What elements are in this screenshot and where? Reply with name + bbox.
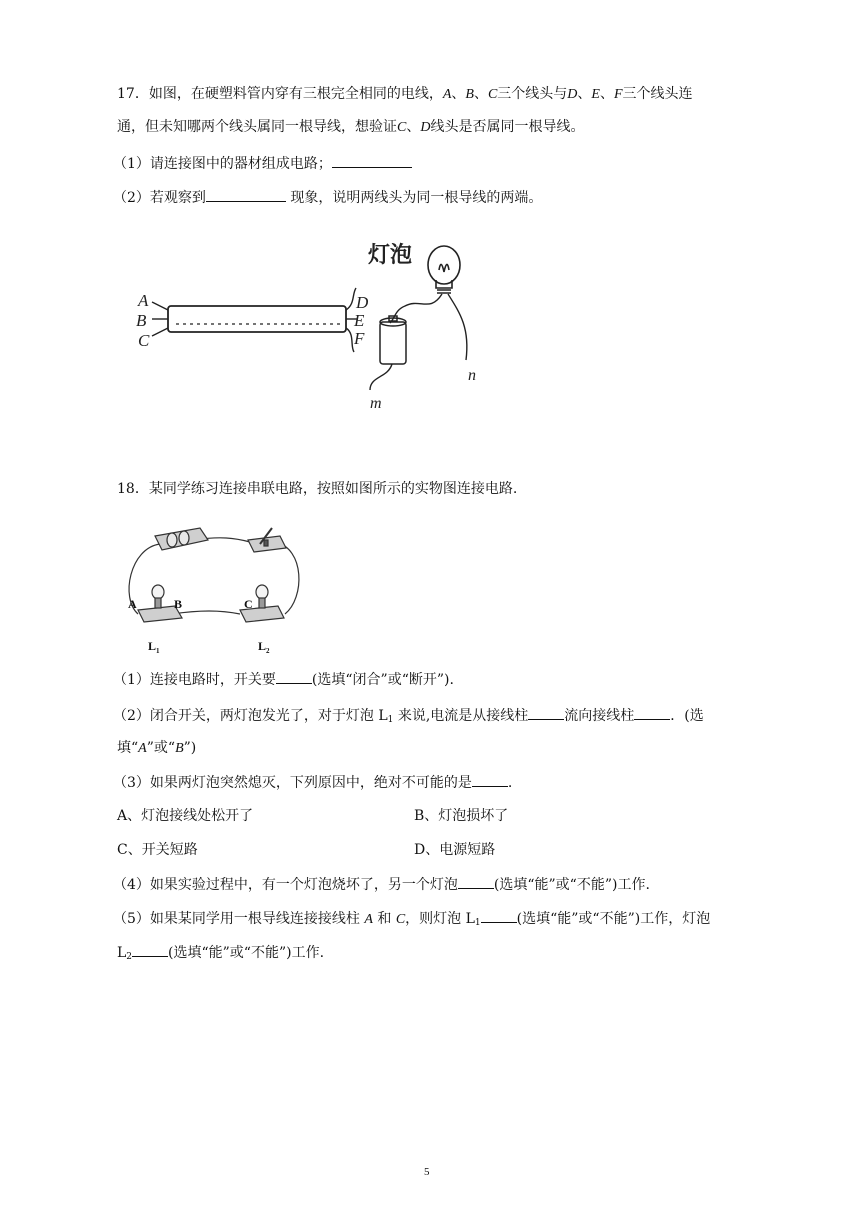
q18-part4: （4）如果实验过程中，有一个灯泡烧坏了，另一个灯泡 (选填“能”或“不能”)工作.: [113, 874, 650, 895]
bulb-label: 灯泡: [368, 242, 413, 267]
q18-stem: 18．某同学练习连接串联电路，按照如图所示的实物图连接电路.: [117, 481, 518, 497]
lamp-L1-label: $L_1$: [148, 639, 160, 655]
q18-series-circuit-figure: [120, 518, 310, 658]
q18-part2-line1: （2）闭合开关，两灯泡发光了，对于灯泡 $L_1$ 来说,电流是从接线柱 流向接线柱 ．(选: [113, 705, 704, 730]
label-C: C: [138, 331, 150, 350]
wire-n-label: n: [468, 367, 476, 384]
left-wire-ends: [152, 302, 168, 336]
label-D: D: [356, 293, 369, 312]
middle-wire: [172, 611, 240, 614]
q18-part5-blank-L2[interactable]: [132, 942, 168, 957]
q18-option-A[interactable]: A、灯泡接线处松开了: [117, 808, 254, 824]
page-number: 5: [424, 1166, 430, 1178]
label-B: B: [136, 311, 147, 330]
plastic-tube: [168, 306, 346, 332]
q18-part2-blank-from[interactable]: [528, 705, 564, 720]
terminal-B-label: B: [174, 597, 183, 611]
q18-part5-line1: （5）如果某同学用一根导线连接接线柱 A 和 C，则灯泡 $L_1$ (选填“能”或“不能”)工作，灯泡: [113, 908, 710, 933]
q18-part2-line2: 填“A”或“B”): [117, 740, 197, 756]
light-bulb-icon: [428, 246, 460, 293]
q17-part1-blank[interactable]: [332, 153, 412, 168]
q17-part2: （2）若观察到 现象，说明两线头为同一根导线的两端。: [113, 187, 542, 208]
q18-option-B[interactable]: B、灯泡损坏了: [414, 808, 509, 824]
switch-icon: [248, 528, 286, 552]
q18-part2-blank-to[interactable]: [634, 705, 670, 720]
q17-part2-blank[interactable]: [206, 187, 286, 202]
q17-stem-line1: 17．如图，在硬塑料管内穿有三根完全相同的电线，A、B、C三个线头与D、E、F三个线头连: [117, 86, 693, 102]
q18-part3: （3）如果两灯泡突然熄灭，下列原因中，绝对不可能的是 .: [113, 772, 512, 793]
terminal-A-label: A: [128, 597, 137, 611]
right-wire: [275, 542, 299, 614]
lamp-L2-label: $L_2$: [258, 639, 270, 655]
q18-option-D[interactable]: D、电源短路: [414, 842, 496, 858]
q18-part5-blank-L1[interactable]: [481, 908, 517, 923]
q18-part1-blank[interactable]: [276, 669, 312, 684]
q18-part5-line2: $L_2$ (选填“能”或“不能”)工作.: [117, 942, 324, 967]
wire-m: [370, 364, 392, 390]
q17-circuit-figure: [130, 228, 510, 418]
q18-part3-blank[interactable]: [472, 772, 508, 787]
wire-n: [448, 294, 467, 360]
terminal-C-label: C: [244, 597, 253, 611]
battery-icon: [380, 316, 406, 364]
q17-stem-line2: 通，但未知哪两个线头属同一根导线，想验证C、D线头是否属同一根导线。: [117, 119, 585, 135]
label-A: A: [138, 291, 149, 310]
battery-holder-icon: [155, 528, 208, 550]
q17-part1: （1）请连接图中的器材组成电路；: [113, 153, 412, 174]
q18-option-C[interactable]: C、开关短路: [117, 842, 198, 858]
label-E: E: [354, 311, 365, 330]
wire-m-label: m: [370, 395, 382, 412]
label-F: F: [354, 329, 365, 348]
q18-part4-blank[interactable]: [458, 874, 494, 889]
q18-part1: （1）连接电路时，开关要 (选填“闭合”或“断开”).: [113, 669, 454, 690]
